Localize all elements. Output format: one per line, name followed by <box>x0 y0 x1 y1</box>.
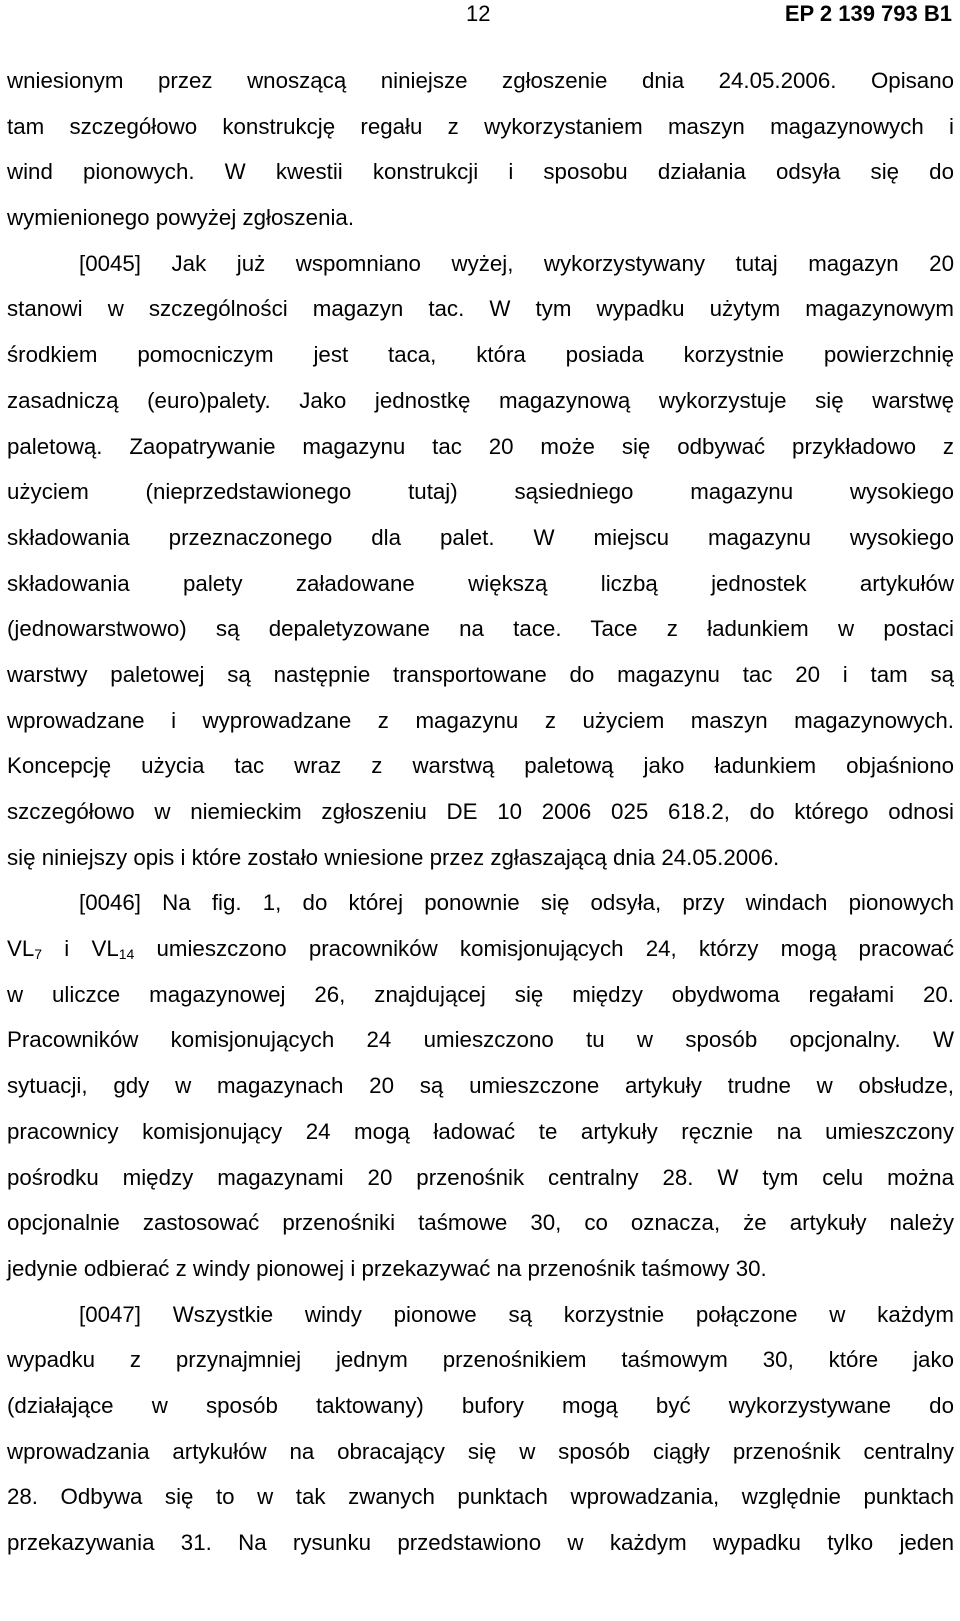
text-line: (jednowarstwowo) są depaletyzowane na tace. Tace z ładunkiem w postaci <box>7 616 954 642</box>
text-fragment: umieszczono pracowników komisjonujących 24, którzy mogą pracować <box>134 936 954 962</box>
text-line: wniesionym przez wnoszącą niniejsze zgłoszenie dnia 24.05.2006. Opisano <box>7 68 954 93</box>
text-line: składowania palety załadowane większą liczbą jednostek artykułów <box>7 570 954 596</box>
page-number: 12 <box>466 1 491 26</box>
text-line: się niniejszy opis i które zostało wniesione przez zgłaszającą dnia 24.05.2006. <box>7 844 780 870</box>
text-fragment: VL <box>7 936 35 962</box>
text-line: (działające w sposób taktowany) bufory mogą być wykorzystywane do <box>7 1392 954 1418</box>
subscript: 14 <box>118 946 135 963</box>
text-line: [0045] Jak już wspomniano wyżej, wykorzystywany tutaj magazyn 20 <box>79 250 954 276</box>
text-line: 28. Odbywa się to w tak zwanych punktach wprowadzania, względnie punktach <box>7 1484 954 1510</box>
text-line: wypadku z przynajmniej jednym przenośnikiem taśmowym 30, które jako <box>7 1347 954 1373</box>
text-line: wprowadzane i wyprowadzane z magazynu z użyciem maszyn magazynowych. <box>7 707 954 733</box>
text-line: szczegółowo w niemieckim zgłoszeniu DE 10 2006 025 618.2, do którego odnosi <box>7 799 954 824</box>
text-line: użyciem (nieprzedstawionego tutaj) sąsiedniego magazynu wysokiego <box>7 479 954 505</box>
text-line: [0047] Wszystkie windy pionowe są korzystnie połączone w każdym <box>79 1301 954 1327</box>
text-line: przekazywania 31. Na rysunku przedstawiono w każdym wypadku tylko jeden <box>7 1530 954 1555</box>
text-line: stanowi w szczególności magazyn tac. W tym wypadku użytym magazynowym <box>7 296 954 322</box>
patent-number: EP 2 139 793 B1 <box>784 1 952 26</box>
text-line: paletową. Zaopatrywanie magazynu tac 20 może się odbywać przykładowo z <box>7 433 954 459</box>
text-line: warstwy paletowej są następnie transportowane do magazynu tac 20 i tam są <box>7 661 954 687</box>
text-line: wprowadzania artykułów na obracający się w sposób ciągły przenośnik centralny <box>7 1438 954 1464</box>
text-line: Koncepcję użycia tac wraz z warstwą paletową jako ładunkiem objaśniono <box>7 753 954 779</box>
text-line: składowania przeznaczonego dla palet. W miejscu magazynu wysokiego <box>7 524 954 550</box>
text-line: Pracowników komisjonujących 24 umieszczono tu w sposób opcjonalny. W <box>7 1027 954 1053</box>
text-line: tam szczegółowo konstrukcję regału z wykorzystaniem maszyn magazynowych i <box>7 113 954 139</box>
text-line: pracownicy komisjonujący 24 mogą ładować te artykuły ręcznie na umieszczony <box>7 1118 954 1144</box>
document-body <box>7 58 954 1566</box>
text-line: sytuacji, gdy w magazynach 20 są umieszczone artykuły trudne w obsłudze, <box>7 1073 954 1099</box>
text-line: pośrodku między magazynami 20 przenośnik centralny 28. W tym celu można <box>7 1164 954 1190</box>
text-line: w uliczce magazynowej 26, znajdującej się między obydwoma regałami 20. <box>7 981 954 1007</box>
text-fragment: i VL <box>42 936 119 962</box>
text-line: wymienionego powyżej zgłoszenia. <box>7 205 355 231</box>
text-line <box>7 926 954 972</box>
text-line: [0046] Na fig. 1, do której ponownie się odsyła, przy windach pionowych <box>79 890 954 916</box>
text-line: zasadniczą (euro)palety. Jako jednostkę magazynową wykorzystuje się warstwę <box>7 387 954 413</box>
text-line: jedynie odbierać z windy pionowej i przekazywać na przenośnik taśmowy 30. <box>7 1255 767 1281</box>
text-line: wind pionowych. W kwestii konstrukcji i sposobu działania odsyła się do <box>7 159 954 185</box>
text-line: opcjonalnie zastosować przenośniki taśmowe 30, co oznacza, że artykuły należy <box>7 1210 954 1236</box>
subscript: 7 <box>34 946 43 963</box>
text-line: środkiem pomocniczym jest taca, która posiada korzystnie powierzchnię <box>7 342 954 368</box>
